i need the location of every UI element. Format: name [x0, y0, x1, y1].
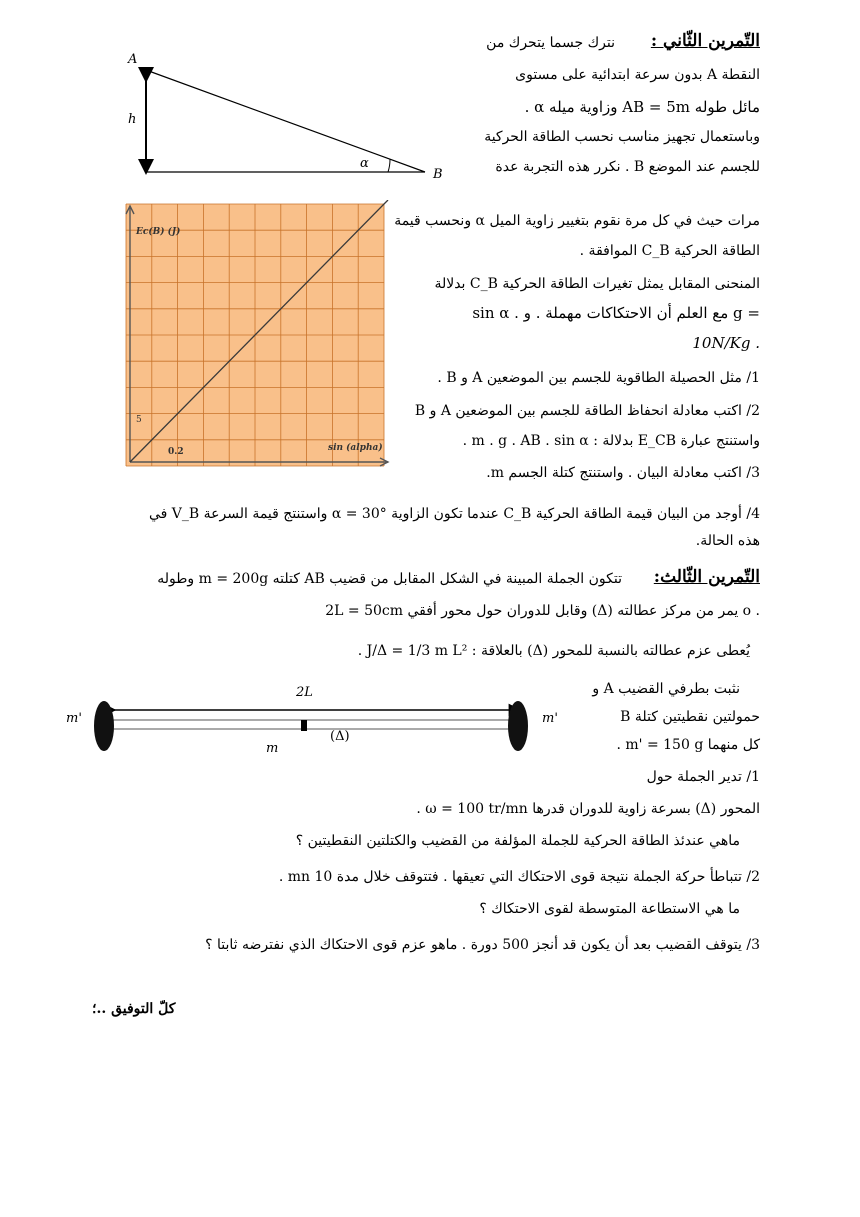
- ex3-question-3: 3/ يتوقف القضيب بعد أن يكون قد أنجز 500 دورة . ماهو عزم قوى الاحتكاك الذي نفترضه ثابتا ؟: [205, 937, 760, 953]
- rod-figure: [60, 682, 580, 772]
- ex2-line-8: المنحنى المقابل يمثل تغيرات الطاقة الحركية C_B بدلالة: [434, 276, 760, 292]
- ex3-line-2: 2L = 50cm وقابل للدوران حول محور أفقي (Δ) يمر من مركز عطالته o .: [325, 603, 760, 619]
- chart-y-tick-label: 5: [136, 415, 142, 425]
- ex3-line-6: كل منهما m' = 150 g .: [616, 737, 760, 753]
- ex3-question-1b: المحور (Δ) بسرعة زاوية للدوران قدرها ω = 100 tr/mn .: [416, 801, 760, 817]
- ex2-line-3: مائل طوله AB = 5m وزاوية ميله α .: [524, 98, 760, 116]
- ex2-question-2a: 2/ اكتب معادلة انحفاظ الطاقة للجسم بين الموضعين A و B: [414, 403, 760, 419]
- ex3-title: التّمرين الثّالث:: [653, 567, 760, 587]
- point-b-label: B: [433, 167, 443, 182]
- chart-x-tick-label: 0.2: [168, 447, 184, 457]
- angle-label: α: [360, 156, 369, 171]
- ex2-line-6: مرات حيث في كل مرة نقوم بتغيير زاوية الميل α ونحسب قيمة: [394, 213, 760, 229]
- ex3-line-1: تتكون الجملة المبينة في الشكل المقابل من قضيب AB كتلته m = 200g وطوله: [157, 571, 622, 587]
- chart-y-axis-label: Ec(B) (J): [136, 227, 181, 237]
- height-label: h: [128, 112, 137, 127]
- closing-wish: كلّ التوفيق ..؛: [92, 1001, 176, 1017]
- ex3-line-3: يُعطى عزم عطالته بالنسبة للمحور (Δ) بالعلاقة : J/Δ = 1/3 m L² .: [357, 643, 750, 659]
- ex3-line-5: B حمولتين نقطيتين كتلة: [620, 709, 760, 725]
- ex2-line-9: sin α . مع العلم أن الاحتكاكات مهملة . و g =: [472, 304, 760, 322]
- ex2-line-7: الطاقة الحركية C_B الموافقة .: [579, 243, 760, 259]
- ex3-question-2a: 2/ تتباطأ حركة الجملة نتيجة قوى الاحتكاك التي تعيقها . فتتوقف خلال مدة 10 mn .: [278, 869, 760, 885]
- rod: [104, 720, 518, 729]
- axis-label: (Δ): [330, 729, 350, 744]
- incline-hypotenuse: [146, 70, 425, 172]
- ex2-line-4: وباستعمال تجهيز مناسب نحسب الطاقة الحركية: [484, 129, 760, 145]
- ex2-question-2b: واستنتج عبارة E_CB بدلالة : m . g . AB . sin α .: [462, 433, 760, 449]
- chart-x-axis-label: sin (alpha): [328, 443, 383, 453]
- ex2-line-10: 10N/Kg .: [692, 334, 760, 352]
- ex2-line-1: نترك جسما يتحرك من: [486, 35, 615, 51]
- ex2-line-2: النقطة A بدون سرعة ابتدائية على مستوى: [515, 67, 760, 83]
- rotation-axis-point: [301, 720, 307, 731]
- ex2-question-1: 1/ مثل الحصيلة الطاقوية للجسم بين الموضعين A و B .: [437, 370, 760, 386]
- right-mass-label: m': [542, 711, 558, 726]
- ex2-title: التّمرين الثّاني :: [650, 31, 760, 51]
- ex3-line-4: نثبت بطرفي القضيب A و: [592, 681, 740, 697]
- ex3-question-1c: ماهي عندئذ الطاقة الحركية للجملة المؤلفة من القضيب والكتلتين النقطيتين ؟: [295, 833, 740, 849]
- angle-arc: [388, 159, 390, 172]
- ex2-question-3: 3/ اكتب معادلة البيان . واستنتج كتلة الجسم m.: [486, 465, 760, 481]
- rod-length-label: 2L: [296, 685, 313, 700]
- ex2-question-4b: هذه الحالة.: [695, 533, 760, 549]
- energy-chart: [122, 200, 392, 472]
- rod-mass-label: m: [266, 741, 279, 756]
- left-mass: [94, 701, 114, 751]
- left-mass-label: m': [66, 711, 82, 726]
- right-mass: [508, 701, 528, 751]
- ex2-line-5: للجسم عند الموضع B . نكرر هذه التجربة عدة: [495, 159, 760, 175]
- ex3-question-1a: 1/ تدير الجملة حول: [646, 769, 760, 785]
- point-a-label: A: [128, 52, 138, 67]
- inclined-plane-figure: [120, 45, 450, 195]
- ex2-question-4a: 4/ أوجد من البيان قيمة الطاقة الحركية C_B عندما تكون الزاوية α = 30° واستنتج قيمة السرعة V_B في: [148, 506, 760, 522]
- ex3-question-2b: ما هي الاستطاعة المتوسطة لقوى الاحتكاك ؟: [479, 901, 740, 917]
